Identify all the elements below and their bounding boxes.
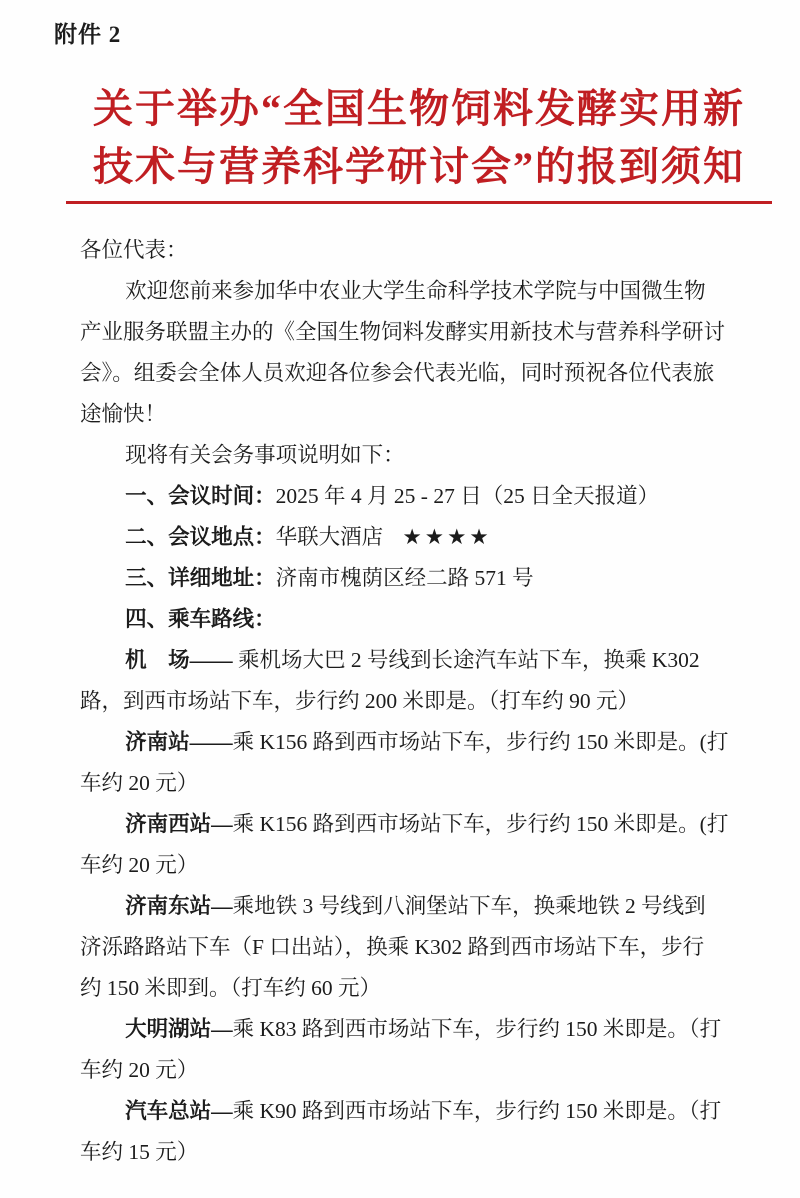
route-daminghu-line-2: 车约 20 元）: [80, 1058, 199, 1082]
route-jinan-west-line-1: [80, 804, 770, 845]
route-bus-terminal-station: 汽车总站—: [125, 1099, 233, 1123]
route-airport-text: 乘机场大巴 2 号线到长途汽车站下车，换乘 K302: [232, 648, 700, 672]
title-line-1: 关于举办“全国生物饲料发酵实用新: [93, 86, 745, 131]
title-underline: [66, 201, 772, 204]
item-detailed-address-value: 济南市槐荫区经二路 571 号: [275, 566, 534, 590]
route-airport-line-2: 路，到西市场站下车，步行约 200 米即是。（打车约 90 元）: [80, 689, 640, 713]
item-meeting-time: [80, 476, 770, 517]
item-transport-routes-label: 四、乘车路线：: [125, 607, 276, 631]
notice-intro: 现将有关会务事项说明如下：: [125, 443, 405, 467]
item-detailed-address: [80, 558, 770, 599]
route-daminghu-text: 乘 K83 路到西市场站下车，步行约 150 米即是。（打: [232, 1017, 722, 1041]
route-jinan-east-line-3: 约 150 米即到。（打车约 60 元）: [80, 976, 382, 1000]
route-jinan-west-text: 乘 K156 路到西市场站下车，步行约 150 米即是。(打: [232, 812, 729, 836]
salutation: 各位代表：: [80, 238, 188, 262]
intro-line-2: 产业服务联盟主办的《全国生物饲料发酵实用新技术与营养科学研讨: [80, 320, 726, 344]
route-airport-station: 机 场——: [125, 648, 233, 672]
item-transport-routes: [80, 599, 770, 640]
route-airport-line-1: [80, 640, 770, 681]
item-meeting-place-label: 二、会议地点：: [125, 525, 276, 549]
route-jinan-station-line-2: 车约 20 元）: [80, 771, 199, 795]
item-meeting-time-label: 一、会议时间：: [125, 484, 276, 508]
route-jinan-east-line-1: [80, 886, 770, 927]
route-bus-terminal-text: 乘 K90 路到西市场站下车，步行约 150 米即是。（打: [232, 1099, 722, 1123]
intro-line-4: 途愉快！: [80, 402, 167, 426]
item-meeting-time-value: 2025 年 4 月 25 - 27 日（25 日全天报道）: [275, 484, 660, 508]
attachment-label: 附件 2: [54, 22, 122, 47]
document-title: [66, 80, 772, 204]
title-line-2: 技术与营养科学研讨会”的报到须知: [93, 144, 745, 189]
route-bus-terminal-line-2: 车约 15 元）: [80, 1140, 199, 1164]
route-daminghu-station: 大明湖站—: [125, 1017, 233, 1041]
route-jinan-east-text: 乘地铁 3 号线到八涧堡站下车，换乘地铁 2 号线到: [232, 894, 706, 918]
intro-line-3: 会》。组委会全体人员欢迎各位参会代表光临，同时预祝各位代表旅: [80, 361, 715, 385]
item-meeting-place-value: 华联大酒店: [275, 525, 384, 549]
route-jinan-station-text: 乘 K156 路到西市场站下车，步行约 150 米即是。(打: [232, 730, 729, 754]
intro-line-1: 欢迎您前来参加华中农业大学生命科学技术学院与中国微生物: [125, 279, 706, 303]
route-jinan-west-line-2: 车约 20 元）: [80, 853, 199, 877]
route-jinan-station: 济南站——: [125, 730, 233, 754]
route-jinan-east-station: 济南东站—: [125, 894, 233, 918]
route-bus-terminal-line-1: [80, 1091, 770, 1132]
four-star-rating: ★★★★: [402, 525, 492, 549]
route-daminghu-line-1: [80, 1009, 770, 1050]
route-jinan-west-station: 济南西站—: [125, 812, 233, 836]
route-jinan-station-line-1: [80, 722, 770, 763]
route-jinan-east-line-2: 济泺路路站下车（F 口出站），换乘 K302 路到西市场站下车，步行: [80, 935, 705, 959]
item-detailed-address-label: 三、详细地址：: [125, 566, 276, 590]
item-meeting-place: [80, 517, 770, 558]
document-body: [80, 230, 770, 1173]
